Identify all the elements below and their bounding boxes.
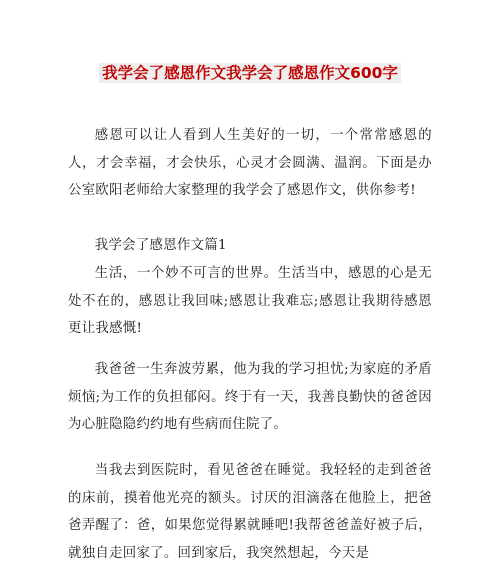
paragraph-2: 我爸爸一生奔波劳累，他为我的学习担忧;为家庭的矛盾烦恼;为工作的负担郁闷。终于有一天，我善良勤快的爸爸因为心脏隐隐约约地有些病而住院了。 (68, 362, 432, 433)
paragraph-3: 当我去到医院时，看见爸爸在睡觉。我轻轻的走到爸爸的床前，摸着他光亮的额头。讨厌的泪滴落在他脸上，把爸爸弄醒了：爸，如果您觉得累就睡吧!我帮爸爸盖好被子后，就独自走回家了。回到家后，我突然想起，今天是 (68, 463, 432, 561)
intro-paragraph: 感恩可以让人看到人生美好的一切，一个常常感恩的人，才会幸福，才会快乐，心灵才会圆满、温润。下面是办公室欧阳老师给大家整理的我学会了感恩作文，供你参考! (68, 128, 432, 199)
paragraph-1: 生活，一个妙不可言的世界。生活当中，感恩的心是无处不在的，感恩让我回味;感恩让我难忘;感恩让我期待感恩更让我感慨! (68, 266, 432, 337)
document-title-text: 我学会了感恩作文我学会了感恩作文600字 (99, 63, 401, 83)
document-title (0, 62, 500, 84)
section-heading: 我学会了感恩作文篇1 (94, 238, 227, 253)
